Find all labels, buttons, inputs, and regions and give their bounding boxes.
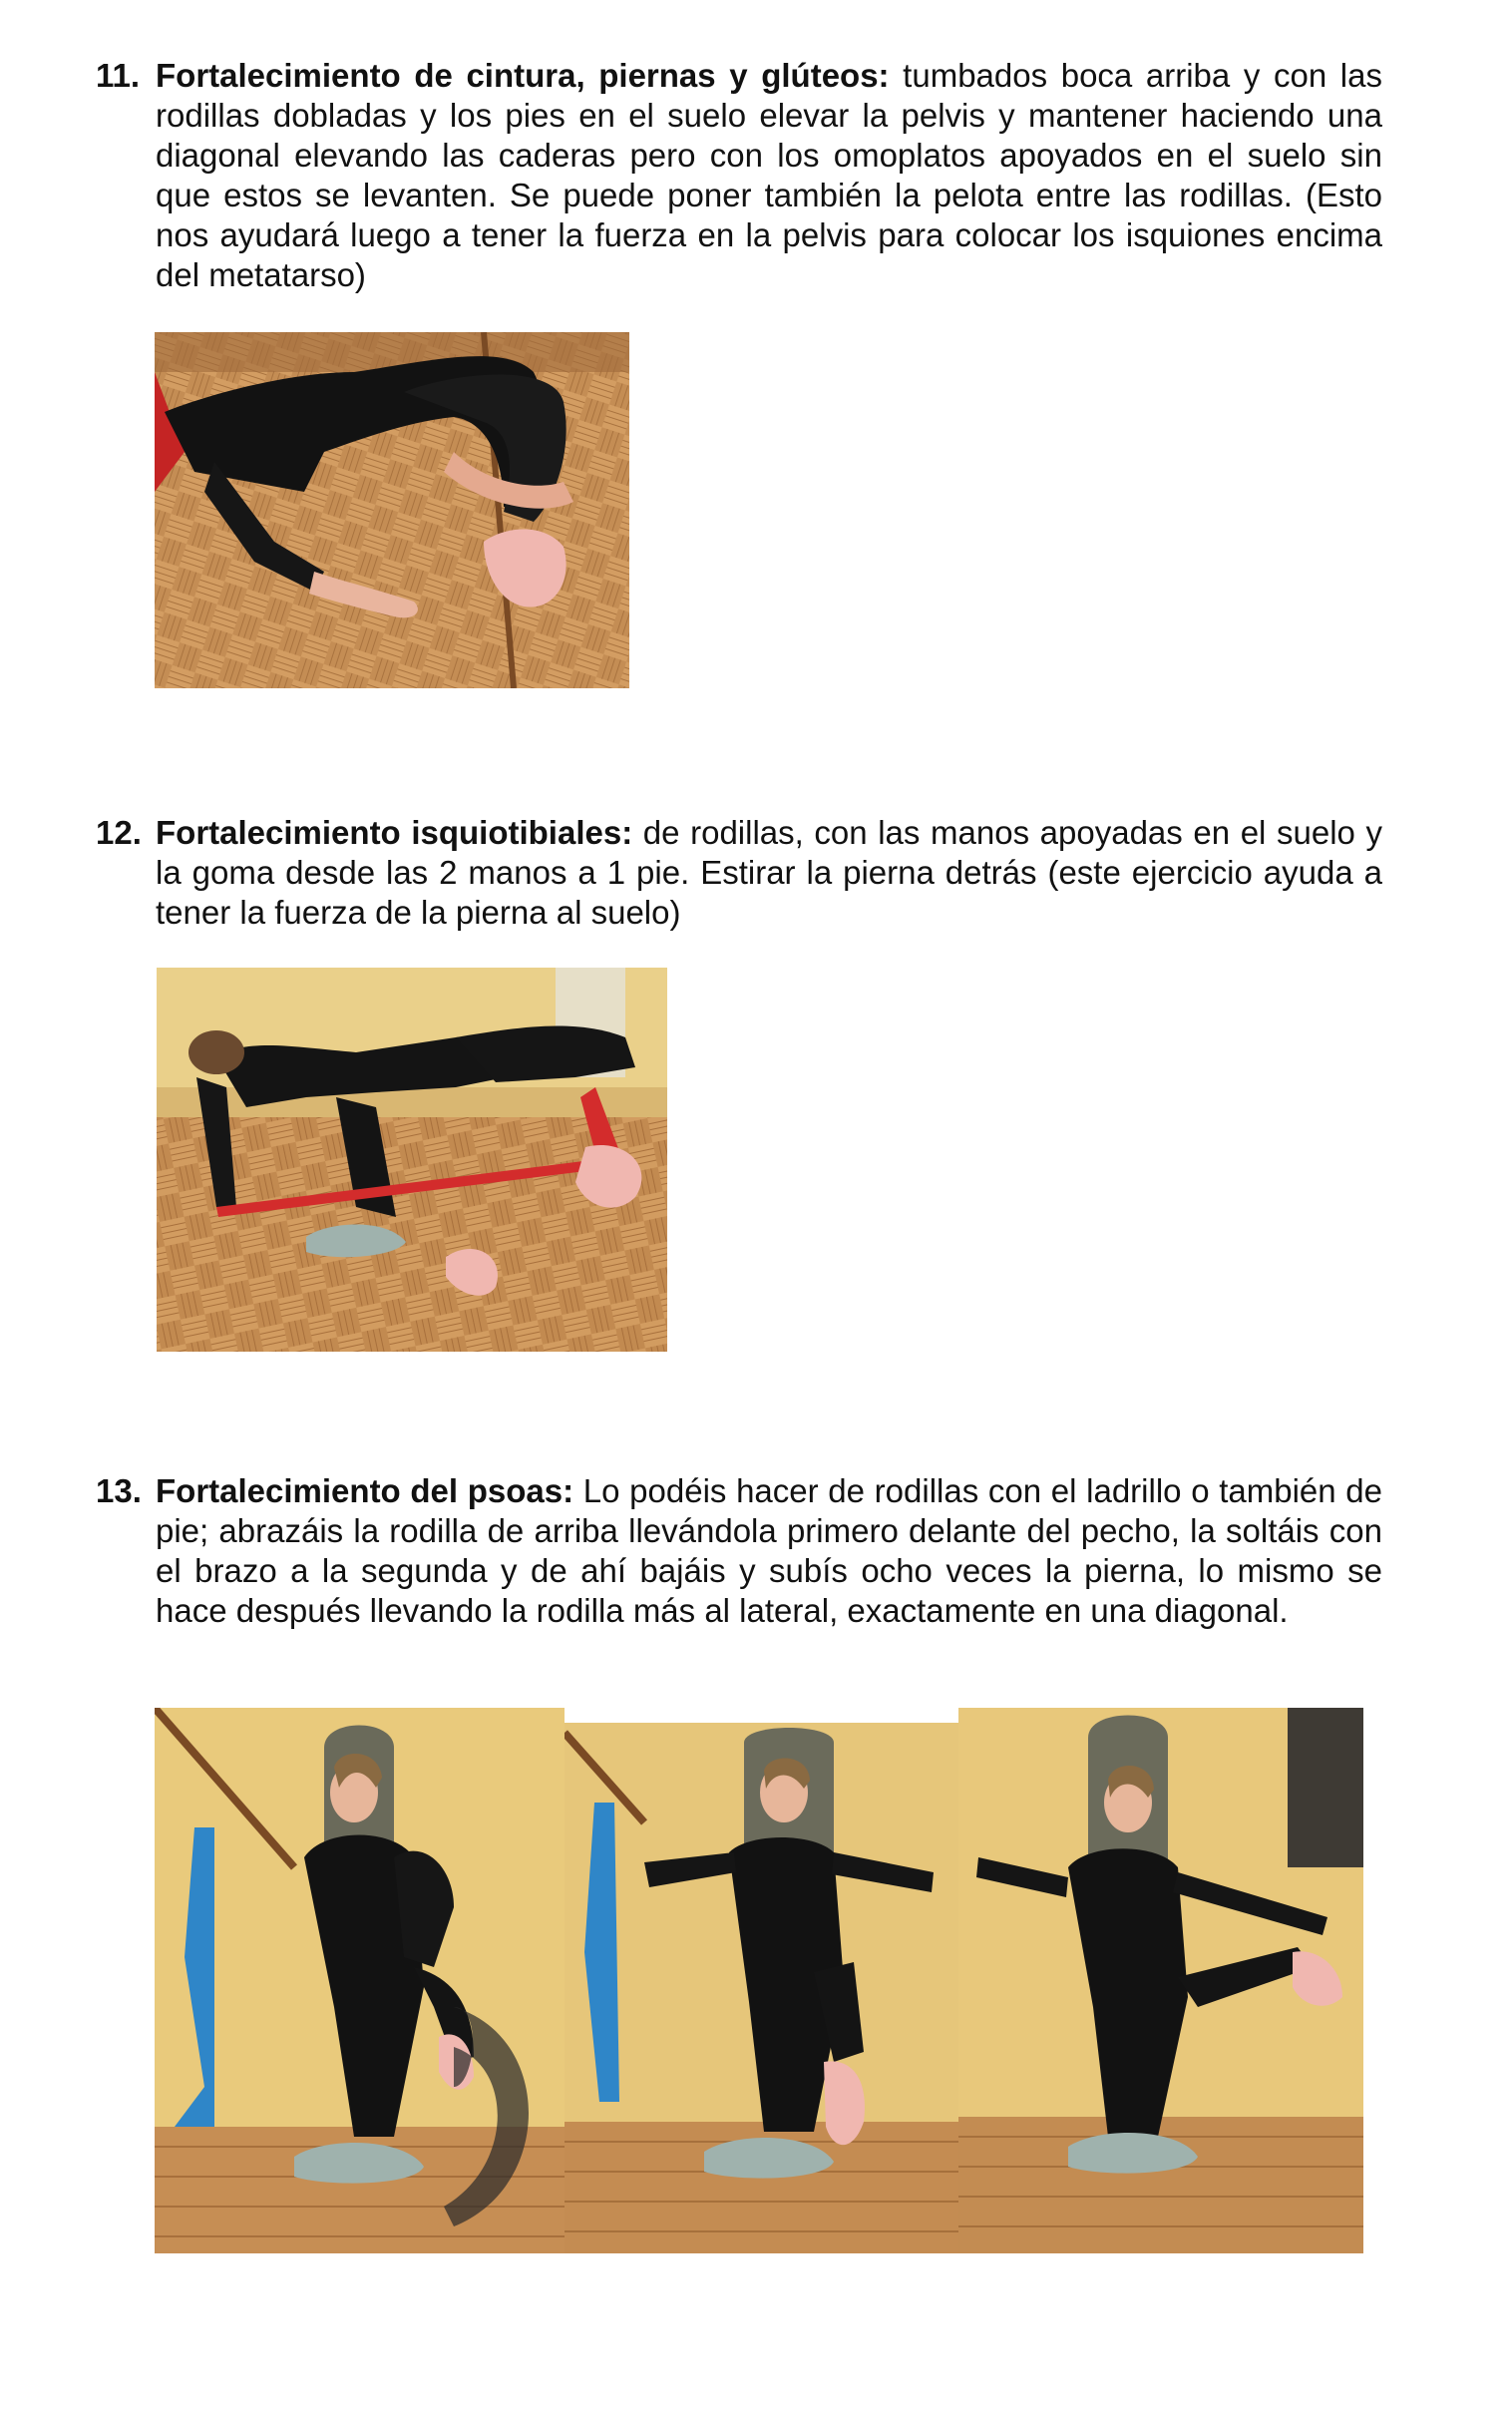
exercise-number: 12. [96, 814, 142, 851]
exercise-title: Fortalecimiento del psoas: [156, 1472, 574, 1509]
photo-psoas-step-3 [958, 1708, 1363, 2253]
exercise-description [156, 56, 1382, 295]
photo-psoas-step-1 [155, 1708, 565, 2253]
exercise-13 [96, 1471, 1382, 1631]
exercise-title: Fortalecimiento isquiotibiales: [156, 814, 633, 851]
exercise-text: de rodillas, con las manos apoyadas en el suelo y la goma desde las 2 manos a 1 pie. Estirar la pierna detrás (este ejercicio ayuda a tener la fuerza de la pierna al suelo) [156, 814, 1382, 931]
exercise-description [156, 813, 1382, 933]
exercise-title: Fortalecimiento de cintura, piernas y glúteos: [156, 57, 890, 94]
photo-psoas-step-2 [565, 1723, 958, 2253]
photo-bridge-exercise [155, 332, 629, 688]
exercise-text: Lo podéis hacer de rodillas con el ladrillo o también de pie; abrazáis la rodilla de arriba llevándola primero delante del pecho, la soltáis con el brazo a la segunda y de ahí bajáis y subís ocho veces la pierna, lo mismo se hace después llevando la rodilla más al lateral, exactamente en una diagonal. [156, 1472, 1383, 1629]
photo-hamstring-exercise [157, 968, 667, 1352]
exercise-text: tumbados boca arriba y con las rodillas dobladas y los pies en el suelo elevar la pelvis y mantener haciendo una diagonal elevando las caderas pero con los omoplatos apoyados en el suelo sin que estos se levanten. Se puede poner también la pelota entre las rodillas. (Esto nos ayudará luego a tener la fuerza en la pelvis para colocar los isquiones encima del metatarso) [156, 57, 1382, 293]
exercise-description [156, 1471, 1382, 1631]
exercise-number: 13. [96, 1472, 142, 1509]
exercise-12 [96, 813, 1382, 933]
exercise-number: 11. [96, 57, 141, 94]
exercise-11 [96, 56, 1382, 295]
